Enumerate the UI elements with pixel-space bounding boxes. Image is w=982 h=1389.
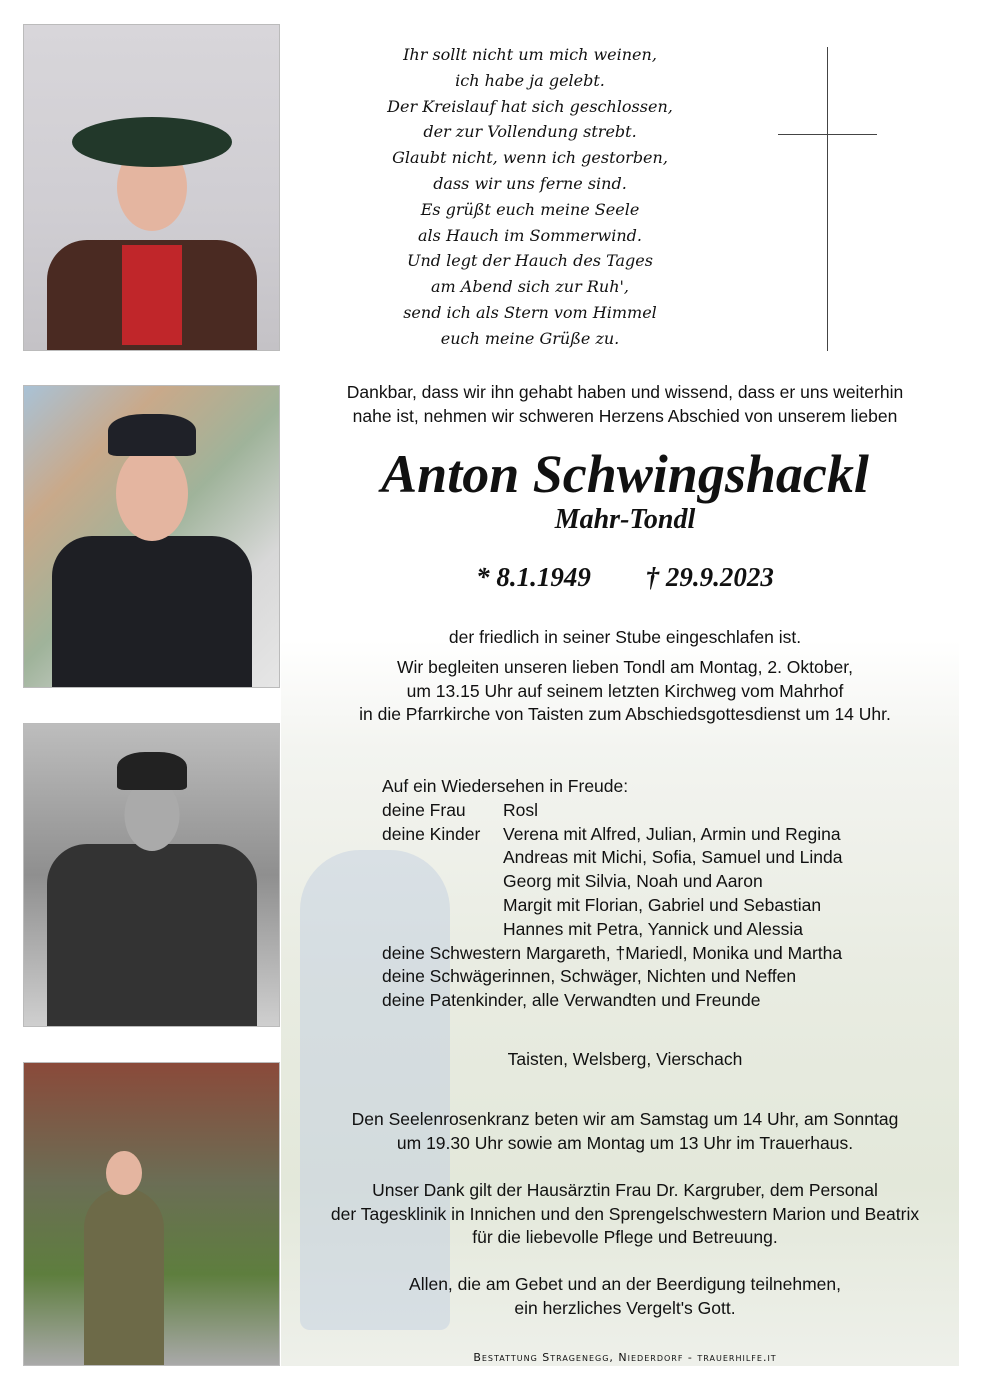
rosary-text [290,1108,960,1155]
poem-line: der zur Vollendung strebt. [423,122,637,142]
relation-names: Hannes mit Petra, Yannick und Alessia [503,918,803,939]
list-item: deine Patenkinder, alle Verwandten und Freunde [382,990,761,1011]
relation-names: Georg mit Silvia, Noah und Aaron [503,871,763,892]
mourners-list [382,775,842,1013]
birth-date: * 8.1.1949 [476,562,591,592]
deceased-nickname: Mahr-Tondl [554,504,696,535]
relation-label [382,894,503,918]
funeral-details [290,656,960,727]
mourners-heading: Auf ein Wiedersehen in Freude: [382,776,629,796]
poem-line: am Abend sich zur Ruh', [431,277,629,297]
poem-line: Und legt der Hauch des Tages [407,251,653,271]
death-date: † 29.9.2023 [645,562,774,592]
closing-line: Allen, die am Gebet und an der Beerdigung teilnehmen, [409,1274,841,1294]
list-item: deine Schwägerinnen, Schwäger, Nichten und Neffen [382,966,797,987]
intro-line: Dankbar, dass wir ihn gehabt haben und wissend, dass er uns weiterhin [346,382,904,402]
thanks-line: für die liebevolle Pflege und Betreuung. [472,1227,778,1248]
list-item [382,894,842,918]
thanks-line: der Tagesklinik in Innichen und den Sprengelschwestern Marion und Beatrix [330,1203,920,1224]
poem-line: dass wir uns ferne sind. [433,173,627,193]
poem-line: euch meine Grüße zu. [440,328,620,348]
intro-line: nahe ist, nehmen wir schweren Herzens Abschied von unserem lieben [352,405,898,426]
list-item [382,846,842,870]
relation-label: deine Frau [382,799,466,820]
funeral-line: in die Pfarrkirche von Taisten zum Abschiedsgottesdienst um 14 Uhr. [359,704,891,725]
deceased-name: Anton Schwingshackl [381,444,869,504]
portrait-photo-uniform [23,385,280,688]
poem-line: Glaubt nicht, wenn ich gestorben, [392,148,668,168]
rosary-line: Den Seelenrosenkranz beten wir am Samstag um 14 Uhr, am Sonntag [351,1109,899,1129]
portrait-photo-black-white [23,723,280,1027]
closing-text [290,1273,960,1320]
poem-line: Es grüßt euch meine Seele [420,199,640,219]
list-item [382,870,842,894]
list-item: deine Schwestern Margareth, †Mariedl, Monika und Martha [382,942,843,963]
life-dates [290,562,960,593]
closing-line: ein herzliches Vergelt's Gott. [514,1297,736,1318]
poem-line: Der Kreislauf hat sich geschlossen, [387,96,673,116]
poem-line: ich habe ja gelebt. [455,70,605,90]
relation-names: Rosl [503,799,539,820]
passing-text: der friedlich in seiner Stube eingeschlafen ist. [448,627,802,647]
relation-names: Verena mit Alfred, Julian, Armin und Regina [503,823,841,844]
thanks-text [290,1179,960,1250]
list-item [382,823,842,847]
relation-label [382,918,503,942]
relation-names: Margit mit Florian, Gabriel und Sebastian [503,894,822,915]
relation-names: Andreas mit Michi, Sofia, Samuel und Linda [503,847,843,868]
poem-line: als Hauch im Sommerwind. [418,225,642,245]
list-item [382,918,842,942]
relation-label: deine Kinder [382,823,481,844]
poem-line: Ihr sollt nicht um mich weinen, [403,45,657,64]
relation-label [382,870,503,894]
funeral-line: um 13.15 Uhr auf seinem letzten Kirchweg vom Mahrhof [406,680,844,701]
portrait-photo-traditional-hat [23,24,280,351]
intro-text [290,381,960,428]
photo-hunter-with-antlers [23,1062,280,1366]
rosary-line: um 19.30 Uhr sowie am Montag um 13 Uhr im Trauerhaus. [396,1132,854,1153]
relation-label [382,846,503,870]
places: Taisten, Welsberg, Vierschach [507,1049,743,1069]
funeral-home-footer: Bestattung Stragenegg, Niederdorf - trauerhilfe.it [473,1351,777,1364]
thanks-line: Unser Dank gilt der Hausärztin Frau Dr. Kargruber, dem Personal [372,1180,878,1200]
funeral-line: Wir begleiten unseren lieben Tondl am Montag, 2. Oktober, [397,657,853,677]
memorial-poem [360,42,700,352]
poem-line: send ich als Stern vom Himmel [403,302,657,322]
list-item [382,799,842,823]
